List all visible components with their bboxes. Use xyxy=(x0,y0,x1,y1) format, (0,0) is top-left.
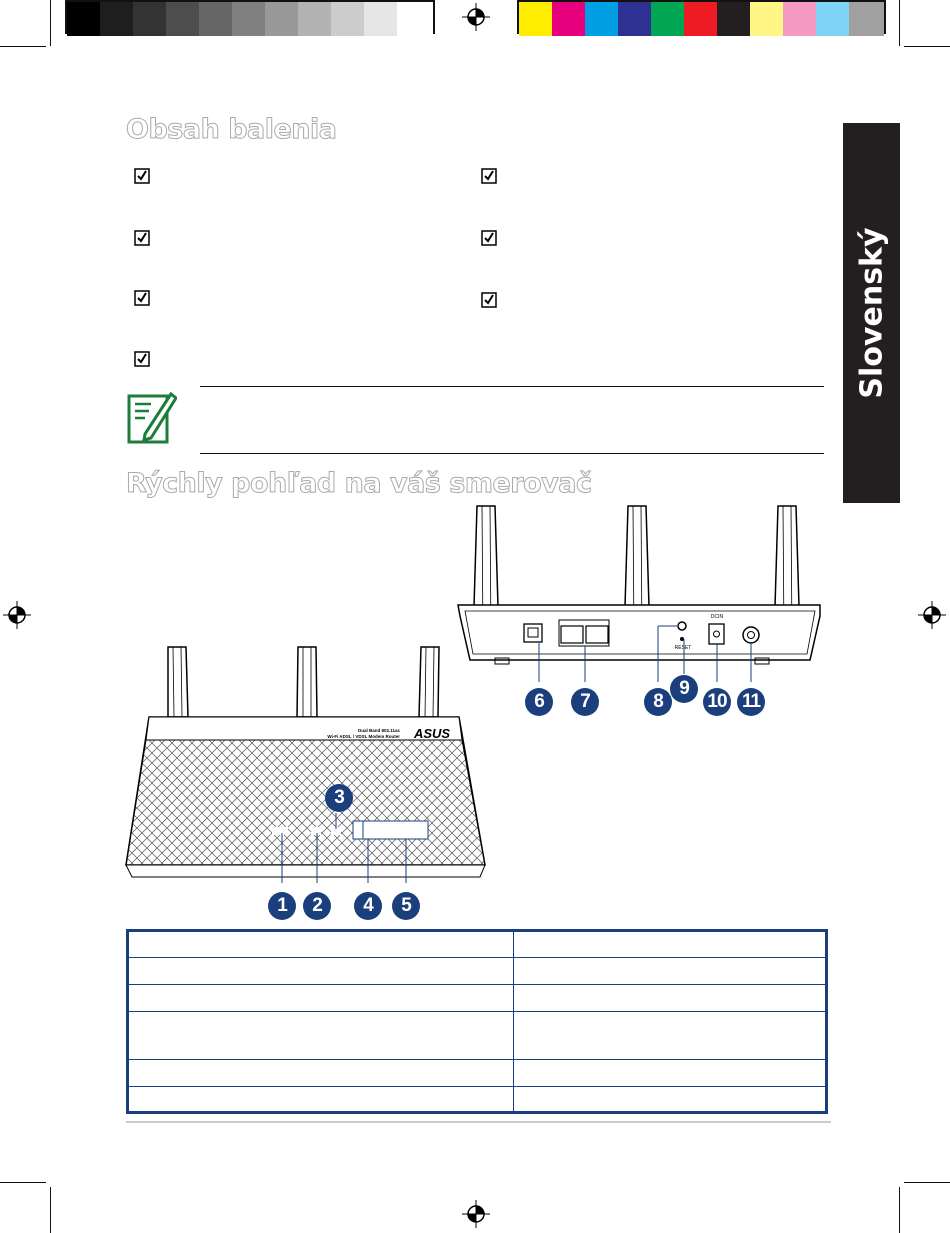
table-cell xyxy=(514,1087,827,1113)
checkbox-icon xyxy=(481,230,497,246)
checkbox-icon xyxy=(134,230,150,246)
callout-4: 4 xyxy=(354,892,382,920)
reset-label: RESET xyxy=(674,645,692,651)
table-cell xyxy=(128,1012,514,1060)
router-front-illustration xyxy=(122,643,494,883)
footer-rule xyxy=(126,1121,831,1123)
crop-mark xyxy=(899,1187,900,1233)
crop-mark xyxy=(899,0,900,46)
callout-9: 9 xyxy=(670,675,698,703)
brand-logo: ASUS xyxy=(413,726,451,741)
side-tab-label: Slovenský xyxy=(854,227,889,399)
crop-mark xyxy=(0,46,46,47)
table-row xyxy=(128,958,827,985)
callout-3: 3 xyxy=(325,784,353,812)
callout-5: 5 xyxy=(392,892,420,920)
registration-mark-icon xyxy=(918,601,946,629)
section-title-quick-look: Rýchly pohľad na váš smerovač xyxy=(126,468,592,499)
table-row xyxy=(128,1087,827,1113)
crop-mark xyxy=(904,46,950,47)
checkbox-icon xyxy=(134,290,150,306)
led-port-table xyxy=(126,929,828,1114)
checkbox-icon xyxy=(134,351,150,367)
callout-11: 11 xyxy=(737,688,765,716)
crop-mark xyxy=(0,1182,46,1183)
model-line-2: Wi-Fi ADSL / VDSL Modem Router xyxy=(327,734,400,739)
grayscale-bar xyxy=(65,0,435,34)
table-cell xyxy=(128,1060,514,1087)
registration-mark-icon xyxy=(462,3,490,31)
table-cell xyxy=(514,958,827,985)
checkbox-icon xyxy=(134,168,150,184)
note-top-rule xyxy=(200,386,824,387)
checkbox-icon xyxy=(481,168,497,184)
crop-mark xyxy=(50,1187,51,1233)
crop-mark xyxy=(904,1182,950,1183)
callout-2: 2 xyxy=(303,892,331,920)
callout-1: 1 xyxy=(268,892,296,920)
table-row xyxy=(128,931,827,958)
callout-6: 6 xyxy=(525,688,553,716)
callout-7: 7 xyxy=(571,688,599,716)
router-back-illustration xyxy=(455,502,825,682)
note-bottom-rule xyxy=(200,453,824,454)
dcin-label: DCIN xyxy=(710,614,724,620)
crop-mark xyxy=(50,0,51,46)
callout-8: 8 xyxy=(644,688,672,716)
table-cell xyxy=(514,985,827,1012)
section-title-package-contents: Obsah balenia xyxy=(126,114,337,145)
color-bar xyxy=(517,0,886,34)
callout-10: 10 xyxy=(703,688,731,716)
table-cell xyxy=(128,985,514,1012)
note-pencil-icon xyxy=(125,390,177,446)
table-row xyxy=(128,1012,827,1060)
table-cell xyxy=(128,1087,514,1113)
table-cell xyxy=(514,931,827,958)
table-cell xyxy=(128,958,514,985)
registration-mark-icon xyxy=(462,1200,490,1228)
language-side-tab xyxy=(843,123,900,503)
table-cell xyxy=(514,1060,827,1087)
table-cell xyxy=(128,931,514,958)
table-row xyxy=(128,985,827,1012)
checkbox-icon xyxy=(481,292,497,308)
table-cell xyxy=(514,1012,827,1060)
model-line-1: Dual Band 802.11ac xyxy=(357,728,400,733)
table-row xyxy=(128,1060,827,1087)
registration-mark-icon xyxy=(3,601,31,629)
